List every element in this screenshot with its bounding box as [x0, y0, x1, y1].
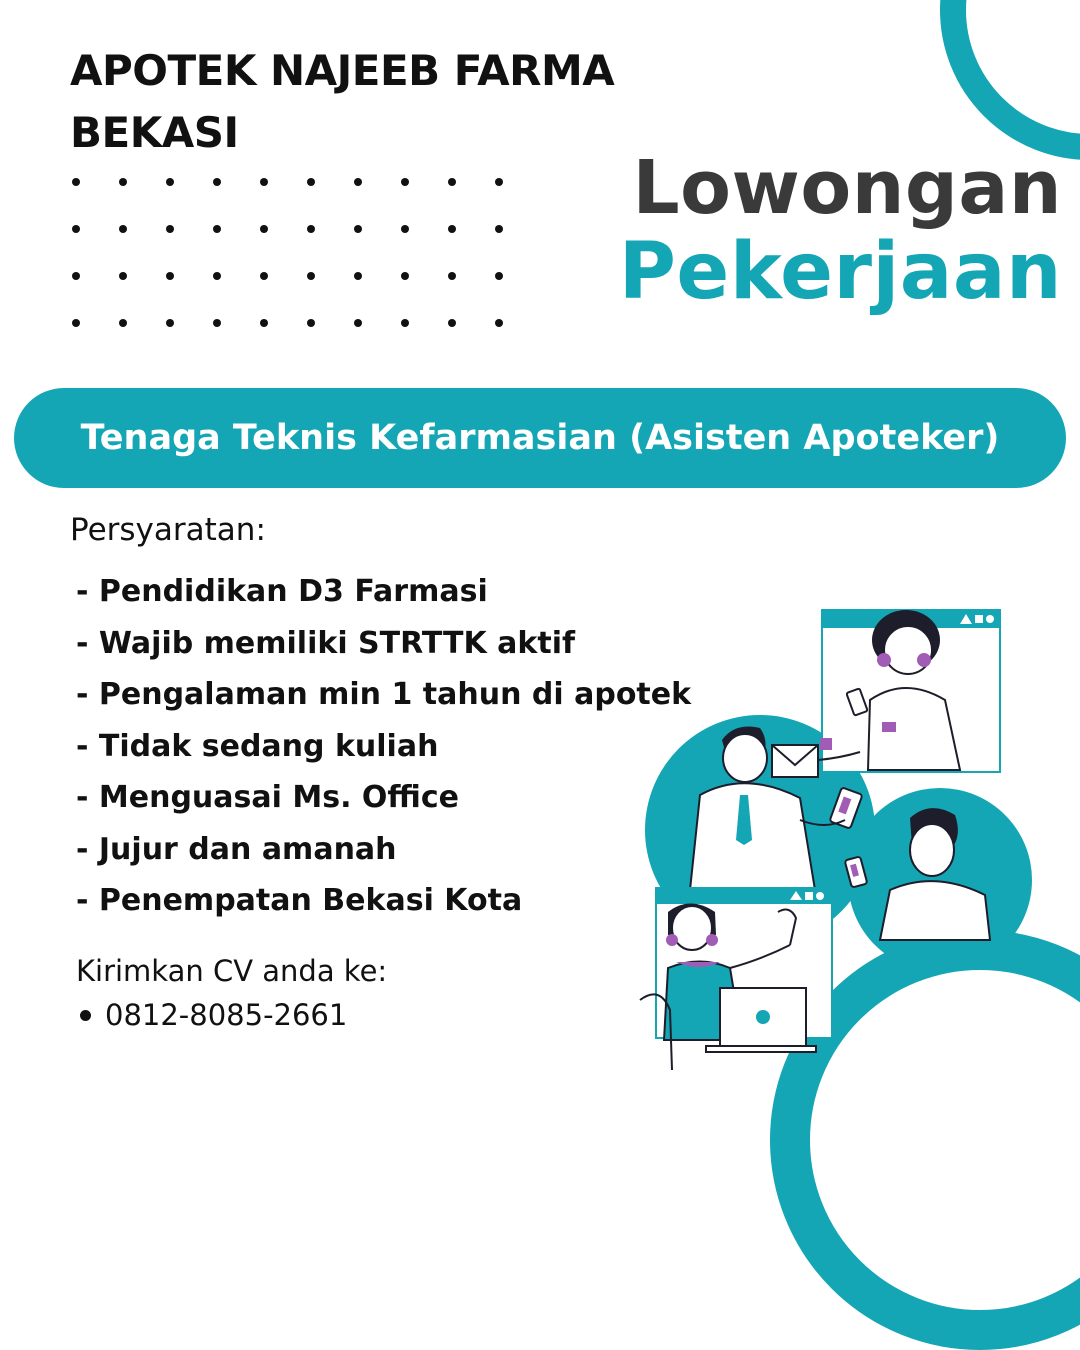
company-name-line2: BEKASI [70, 108, 239, 157]
dot-decoration [72, 225, 80, 233]
requirement-item: - Wajib memiliki STRTTK aktif [76, 625, 576, 661]
dot-decoration [495, 272, 503, 280]
requirement-item: - Menguasai Ms. Office [76, 780, 459, 815]
dot-decoration [448, 319, 456, 327]
corner-arc-top-right [940, 0, 1080, 160]
dot-decoration [401, 225, 409, 233]
dot-decoration [307, 272, 315, 280]
dot-decoration [448, 272, 456, 280]
dot-decoration [354, 319, 362, 327]
envelope-icon [772, 745, 818, 777]
requirement-item: - Pengalaman min 1 tahun di apotek [76, 677, 692, 712]
dot-decoration [72, 319, 80, 327]
dot-decoration [448, 178, 456, 186]
dot-decoration [354, 178, 362, 186]
requirement-item: - Tidak sedang kuliah [76, 728, 439, 764]
dot-decoration [166, 272, 174, 280]
dot-decoration [166, 225, 174, 233]
dot-decoration [213, 225, 221, 233]
dot-decoration [260, 225, 268, 233]
requirements-heading: Persyaratan: [70, 512, 266, 548]
dot-decoration [213, 272, 221, 280]
video-window-top [822, 610, 1000, 772]
dot-grid-decoration [72, 178, 522, 338]
dot-decoration [166, 319, 174, 327]
requirement-item: - Penempatan Bekasi Kota [76, 883, 523, 918]
contact-heading: Kirimkan CV anda ke: [76, 954, 388, 988]
dot-decoration [119, 225, 127, 233]
bullet-icon [80, 1010, 91, 1021]
dot-decoration [401, 319, 409, 327]
dot-decoration [307, 319, 315, 327]
dot-decoration [260, 178, 268, 186]
company-name [70, 40, 690, 164]
laptop-icon [706, 988, 816, 1052]
dot-decoration [448, 225, 456, 233]
dot-decoration [119, 319, 127, 327]
title-lowongan: Lowongan [632, 145, 1062, 231]
dot-decoration [495, 178, 503, 186]
dot-decoration [260, 319, 268, 327]
company-name-line1: APOTEK NAJEEB FARMA [70, 46, 615, 95]
dot-decoration [401, 178, 409, 186]
dot-decoration [354, 272, 362, 280]
dot-decoration [307, 178, 315, 186]
requirements-list [76, 566, 691, 927]
dot-decoration [307, 225, 315, 233]
dot-decoration [354, 225, 362, 233]
dot-decoration [119, 178, 127, 186]
position-label: Tenaga Teknis Kefarmasian (Asisten Apoteker) [80, 418, 1000, 458]
title-pekerjaan: Pekerjaan [618, 227, 1062, 317]
dot-decoration [72, 272, 80, 280]
position-banner [14, 388, 1066, 488]
contact-phone: 0812-8085-2661 [105, 998, 348, 1032]
requirement-item: - Pendidikan D3 Farmasi [76, 574, 488, 609]
dot-decoration [401, 272, 409, 280]
dot-decoration [119, 272, 127, 280]
people-video-call-illustration [600, 596, 1080, 1080]
dot-decoration [495, 319, 503, 327]
dot-decoration [213, 178, 221, 186]
contact-phone-row [76, 998, 347, 1032]
dot-decoration [72, 178, 80, 186]
requirement-item: - Jujur dan amanah [76, 831, 397, 867]
dot-decoration [213, 319, 221, 327]
dot-decoration [260, 272, 268, 280]
dot-decoration [495, 225, 503, 233]
dot-decoration [166, 178, 174, 186]
